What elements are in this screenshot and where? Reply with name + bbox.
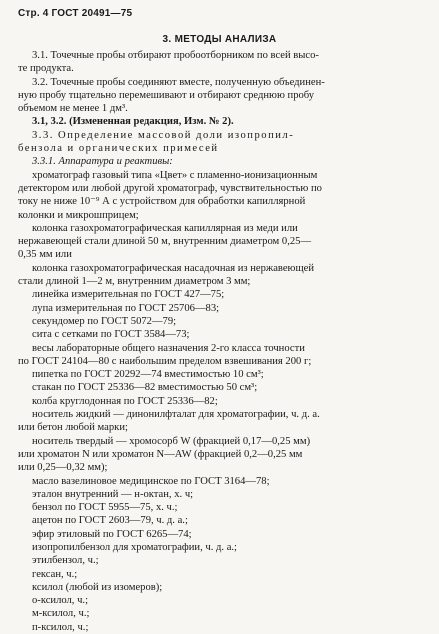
- paragraph-3-2-line: объемом не менее 1 дм³.: [18, 103, 128, 115]
- edition-note: 3.1, 3.2. (Измененная редакция, Изм. № 2).: [32, 116, 234, 128]
- paragraph-3-3-heading: бензола и органических примесей: [18, 143, 219, 155]
- list-line: стали длиной 1—2 м, внутренним диаметром 3 мм;: [18, 276, 251, 288]
- list-line: нержавеющей стали длиной 50 м, внутренним диаметром 0,25—: [18, 236, 312, 248]
- list-line: эфир этиловый по ГОСТ 6265—74;: [32, 528, 192, 540]
- paragraph-3-2-line: 3.2. Точечные пробы соединяют вместе, полученную объединен-: [32, 76, 325, 88]
- list-line: или хроматон N или хроматон N—AW (фракцией 0,2—0,25 мм: [18, 448, 303, 460]
- list-line: стакан по ГОСТ 25336—82 вместимостью 50 см³;: [32, 382, 258, 394]
- list-line: пипетка по ГОСТ 20292—74 вместимостью 10 см³;: [32, 369, 264, 381]
- paragraph-3-3-1-heading: 3.3.1. Аппаратура и реактивы:: [32, 156, 173, 168]
- list-line: этилбензол, ч.;: [32, 555, 99, 567]
- list-line: колонки и микрошприцем;: [18, 209, 139, 221]
- list-line: 0,35 мм или: [18, 249, 72, 261]
- list-line: носитель твердый — хромосорб W (фракцией 0,17—0,25 мм): [32, 435, 311, 447]
- list-line: сита с сетками по ГОСТ 3584—73;: [32, 329, 190, 341]
- list-line: или бетон любой марки;: [18, 422, 128, 434]
- list-line: о-ксилол, ч.;: [32, 595, 89, 607]
- section-title: 3. МЕТОДЫ АНАЛИЗА: [162, 34, 277, 45]
- document-body: [18, 49, 430, 634]
- list-line: лупа измерительная по ГОСТ 25706—83;: [32, 302, 220, 314]
- list-line: ацетон по ГОСТ 2603—79, ч. д. а.;: [32, 515, 188, 527]
- list-line: п-ксилол, ч.;: [32, 621, 89, 633]
- list-line: току не ниже 10⁻⁹ А с устройством для обработки капиллярной: [18, 196, 306, 208]
- list-line: колба круглодонная по ГОСТ 25336—82;: [32, 395, 218, 407]
- page-header: Стр. 4 ГОСТ 20491—75: [18, 8, 133, 19]
- paragraph-3-1-line: 3.1. Точечные пробы отбирают пробоотборником по всей высо-: [32, 50, 319, 61]
- list-line: масло вазелиновое медицинское по ГОСТ 3164—78;: [32, 475, 270, 487]
- list-line: линейка измерительная по ГОСТ 427—75;: [32, 289, 225, 301]
- list-line: или 0,25—0,32 мм);: [18, 462, 108, 474]
- list-line: изопропилбензол для хроматографии, ч. д. а.;: [32, 541, 237, 553]
- list-line: колонка газохроматографическая капиллярная из меди или: [32, 222, 298, 234]
- list-line: эталон внутренний — н-октан, х. ч;: [32, 488, 194, 500]
- list-line: колонка газохроматографическая насадочная из нержавеющей: [32, 262, 314, 274]
- paragraph-3-3-heading: 3.3. Определение массовой доли изопропил-: [32, 129, 295, 141]
- list-line: весы лабораторные общего назначения 2-го класса точности: [32, 342, 305, 354]
- list-line: секундомер по ГОСТ 5072—79;: [32, 315, 177, 327]
- list-line: носитель жидкий — динонилфталат для хроматографии, ч. д. а.: [32, 409, 320, 421]
- list-line: ксилол (любой из изомеров);: [32, 581, 163, 593]
- list-line: бензол по ГОСТ 5955—75, х. ч.;: [32, 502, 178, 514]
- paragraph-3-1-line: те продукта.: [18, 63, 74, 75]
- list-line: по ГОСТ 24104—80 с наибольшим пределом взвешивания 200 г;: [18, 355, 312, 367]
- paragraph-3-2-line: ную пробу тщательно перемешивают и отбирают среднюю пробу: [18, 89, 315, 101]
- list-line: гексан, ч.;: [32, 568, 78, 580]
- list-line: детектором или любой другой хроматограф, чувствительностью по: [18, 182, 322, 194]
- list-line: м-ксилол, ч.;: [32, 608, 90, 620]
- list-line: хроматограф газовый типа «Цвет» с пламенно-ионизационным: [32, 169, 318, 181]
